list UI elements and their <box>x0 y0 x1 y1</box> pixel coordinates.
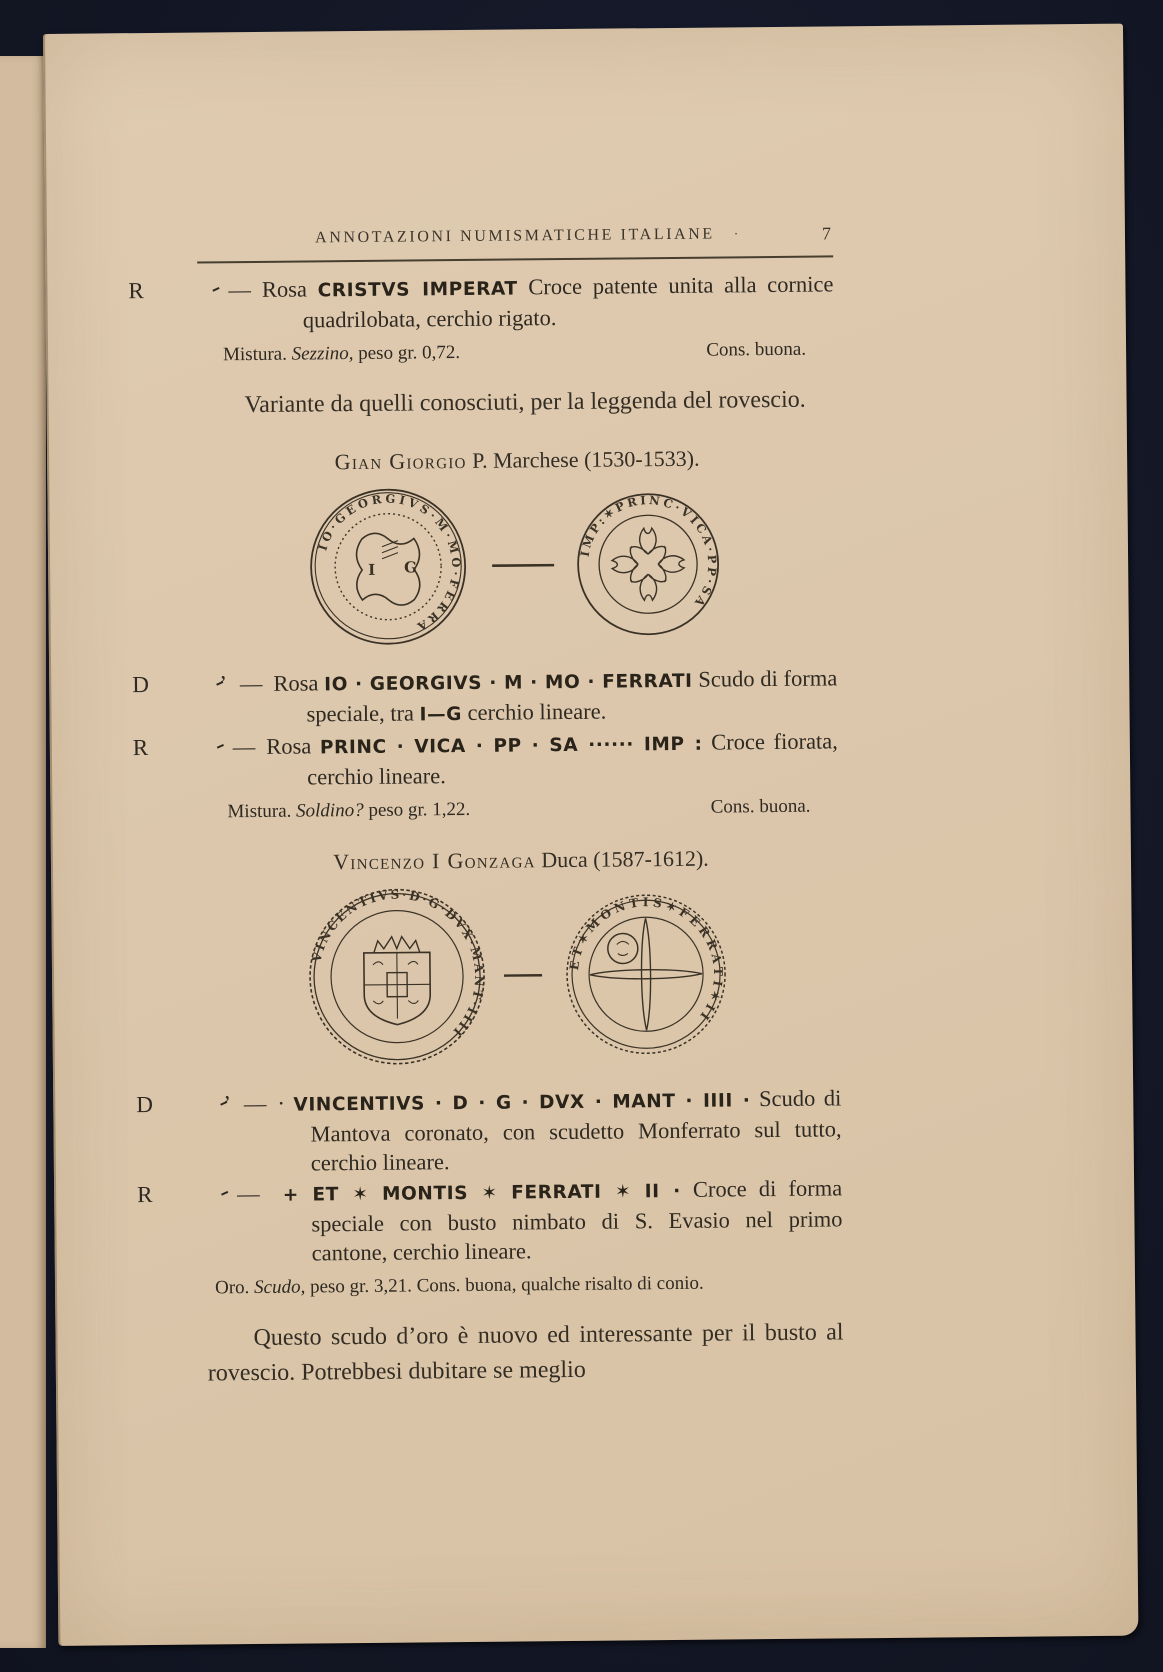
obverse-symbol: D ’ <box>132 671 228 698</box>
svg-text:ET✶MONTIS✶FERRATI✶II: ET✶MONTIS✶FERRATI✶II <box>566 895 726 1026</box>
coin-entry-vincentivs-obverse: D ’ — · VINCENTIVS · D · G · DVX · MANT · IIII · Scudo di Mantova coronato, con scudetto Monferrato sul tutto, cerchio lineare. <box>136 1085 842 1176</box>
paragraph-variante: Variante da quelli conosciuti, per la leggenda del rovescio. <box>244 386 806 419</box>
coin-type-italic: Scudo, <box>254 1276 306 1299</box>
note-soldino: Mistura. Soldino? peso gr. 1,22. Cons. buona. <box>227 795 811 823</box>
legend-ig: I—G <box>419 704 463 726</box>
coin-illustration-gian-giorgio <box>199 478 837 657</box>
coin-entry-princ-reverse: R — Rosa PRINC · VICA · PP · SA ······ IMP : Croce fiorata, cerchio lineare. <box>132 728 838 790</box>
header-rule <box>197 255 833 263</box>
coin-type-italic: Sezzino, <box>291 343 354 365</box>
conservation-note: Cons. buona. <box>710 795 811 818</box>
running-title: ANNOTAZIONI NUMISMATICHE ITALIANE <box>315 225 715 247</box>
svg-text:VINCENTIVS·D·G·DVX·MANT·IIII: VINCENTIVS·D·G·DVX·MANT·IIII <box>309 887 487 1041</box>
section-heading-vincenzo: Vincenzo I Gonzaga Duca (1587-1612). <box>333 845 709 875</box>
coin-entry-cristvs-reverse: R — Rosa CRISTVS IMPERAT Croce patente unita alla cornice quadrilobata, cerchio rigato. <box>128 271 834 333</box>
svg-text:IO·GEORGIVS·M·MO·FERRA: IO·GEORGIVS·M·MO·FERRA <box>315 491 464 636</box>
svg-text:G: G <box>404 558 418 577</box>
em-dash: — <box>239 670 263 697</box>
section-heading-gian-giorgio: Gian Giorgio P. Marchese (1530-1533). <box>334 445 700 475</box>
obverse-coin-shield <box>310 488 465 644</box>
page-header <box>197 224 833 248</box>
em-dash: — <box>228 277 252 303</box>
conservation-note: Cons. buona. <box>706 338 807 361</box>
note-sezzino: Mistura. Sezzino, peso gr. 0,72. Cons. buona. <box>222 338 807 366</box>
legend-montis-ferrati: + ET ✶ MONTIS ✶ FERRATI ✶ II · <box>282 1180 681 1206</box>
reverse-coin-cross <box>577 492 720 635</box>
svg-text:I: I <box>368 560 376 579</box>
obverse-symbol: D ’ <box>136 1091 232 1118</box>
em-dash: — <box>232 733 256 760</box>
book-page-left-edge <box>0 56 46 1648</box>
legend-georgivs: IO · GEORGIVS · M · MO · FERRATI <box>324 670 693 696</box>
svg-text:IMP:✶PRINC·VICA·PP·SA: IMP:✶PRINC·VICA·PP·SA <box>577 492 720 612</box>
coin-entry-montis-reverse: R — + ET ✶ MONTIS ✶ FERRATI ✶ II · Croce di forma speciale con busto nimbato di S. Evasio nel primo cantone, cerchio lineare. <box>137 1175 843 1266</box>
em-dash: — <box>237 1180 260 1207</box>
legend-princ: PRINC · VICA · PP · SA ······ IMP : <box>319 733 703 759</box>
em-dash: — <box>243 1090 267 1117</box>
coin-entry-georgivs-obverse: D ’ — Rosa IO · GEORGIVS · M · MO · FERRATI Scudo di forma speciale, tra I—G cerchio lineare. <box>132 665 838 727</box>
obverse-coin-crowned-shield <box>308 887 487 1065</box>
header-dot: · <box>733 227 742 243</box>
coin-type-italic: Soldino? <box>295 799 364 822</box>
legend-vincentivs: VINCENTIVS · D · G · DVX · MANT · IIII · <box>293 1090 751 1116</box>
legend-cristvs: CRISTVS IMPERAT <box>317 278 518 302</box>
page-number: 7 <box>821 223 832 244</box>
text-column <box>128 26 844 1391</box>
reverse-coin-cross-with-bust <box>566 894 726 1054</box>
book-page <box>43 24 1138 1646</box>
coin-illustration-vincenzo <box>203 878 841 1077</box>
coin-separator-dash <box>492 565 554 566</box>
note-scudo-oro: Oro. Scudo, peso gr. 3,21. Cons. buona, qualche risalto di conio. <box>214 1272 704 1299</box>
paragraph-questo-scudo: Questo scudo d’oro è nuovo ed interessante per il busto al rovescio. Potrebbesi dubitare se meglio <box>207 1319 844 1387</box>
